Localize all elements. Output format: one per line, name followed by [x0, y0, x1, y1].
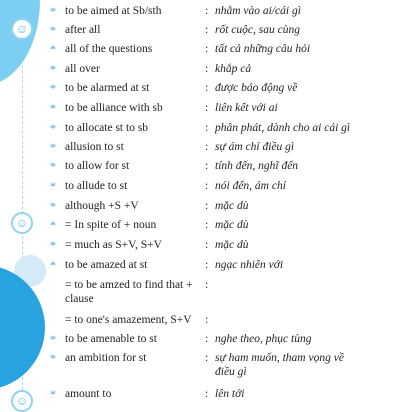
entry-meaning: khắp cả [215, 63, 252, 75]
entry-term: although +S +V [65, 200, 139, 212]
bullet-icon: * [50, 199, 56, 213]
bullet-icon: * [50, 179, 56, 193]
entry-colon: : [205, 63, 209, 75]
entry-term: all of the questions [65, 43, 153, 55]
bullet-icon: * [50, 159, 56, 173]
entry-meaning: sự ham muốn, tham vọng về điều gì [215, 352, 344, 378]
bullet-icon: * [50, 62, 56, 76]
entry-meaning: sự ám chỉ điều gì [215, 141, 295, 153]
entry-meaning: nói đến, ám chỉ [215, 180, 286, 192]
entry-meaning: mặc dù [215, 200, 249, 212]
swirl-icon: ☺ [11, 18, 33, 40]
entry-term: to allocate st to sb [65, 122, 149, 134]
entry-term: = much as S+V, S+V [65, 239, 162, 251]
entry-term: to be alarmed at st [65, 82, 150, 94]
entry-term: allusion to st [65, 141, 124, 153]
entry-term: = to one's amazement, S+V [65, 314, 192, 326]
swirl-icon: ☺ [11, 212, 33, 234]
entry-term: = In spite of + noun [65, 219, 157, 231]
entry-meaning: rốt cuộc, sau cùng [215, 24, 300, 36]
entry-meaning: mặc dù [215, 219, 249, 231]
bullet-icon: * [50, 258, 56, 272]
entry-colon: : [205, 219, 209, 231]
bullet-icon: * [50, 140, 56, 154]
bullet-icon: * [50, 387, 56, 401]
entry-meaning: được báo động về [215, 82, 298, 94]
entry-term: to be alliance with sb [65, 102, 163, 114]
bullet-icon: * [50, 121, 56, 135]
entry-meaning: lên tới [215, 388, 245, 400]
bullet-icon: * [50, 218, 56, 232]
entry-term: to be aimed at Sb/sth [65, 5, 162, 17]
entry-colon: : [205, 102, 209, 114]
entry-colon: : [205, 180, 209, 192]
swirl-icon: ☺ [11, 390, 33, 412]
entry-term: amount to [65, 388, 112, 400]
entry-colon: : [205, 5, 209, 17]
entry-colon: : [205, 259, 209, 271]
entry-term: to be amenable to st [65, 333, 157, 345]
bullet-icon: * [50, 4, 56, 18]
entry-colon: : [205, 333, 209, 345]
entry-meaning: tất cả những câu hỏi [215, 43, 311, 55]
entry-term: to allude to st [65, 180, 128, 192]
entry-colon: : [205, 160, 209, 172]
entry-meaning: nhằm vào ai/cái gì [215, 5, 301, 17]
bullet-icon: * [50, 81, 56, 95]
entry-colon: : [205, 200, 209, 212]
entry-meaning: tính đến, nghĩ đến [215, 160, 299, 172]
entry-colon: : [205, 82, 209, 94]
bullet-icon: * [50, 351, 56, 365]
entry-term: after all [65, 24, 101, 36]
entry-meaning: ngạc nhiên với [215, 259, 284, 271]
entry-colon: : [205, 239, 209, 251]
bullet-icon: * [50, 23, 56, 37]
entry-term: an ambition for st [65, 352, 147, 364]
bullet-icon: * [50, 101, 56, 115]
entry-colon: : [205, 43, 209, 55]
entry-term: to be amazed at st [65, 259, 148, 271]
bullet-icon: * [50, 332, 56, 346]
entry-meaning: phân phát, dành cho ai cái gì [215, 122, 351, 134]
bullet-icon: * [50, 238, 56, 252]
entry-term: all over [65, 63, 100, 75]
entry-colon: : [205, 352, 209, 364]
bullet-icon: * [50, 42, 56, 56]
entry-term: to allow for st [65, 160, 130, 172]
entry-colon: : [205, 314, 209, 326]
entry-colon: : [205, 388, 209, 400]
entry-colon: : [205, 141, 209, 153]
entry-colon: : [205, 279, 209, 291]
entry-colon: : [205, 122, 209, 134]
entry-meaning: mặc dù [215, 239, 249, 251]
entry-meaning: nghe theo, phục tùng [215, 333, 312, 345]
entry-meaning: liên kết với ai [215, 102, 278, 114]
entry-term: = to be amzed to find that + clause [65, 279, 193, 305]
entry-colon: : [205, 24, 209, 36]
